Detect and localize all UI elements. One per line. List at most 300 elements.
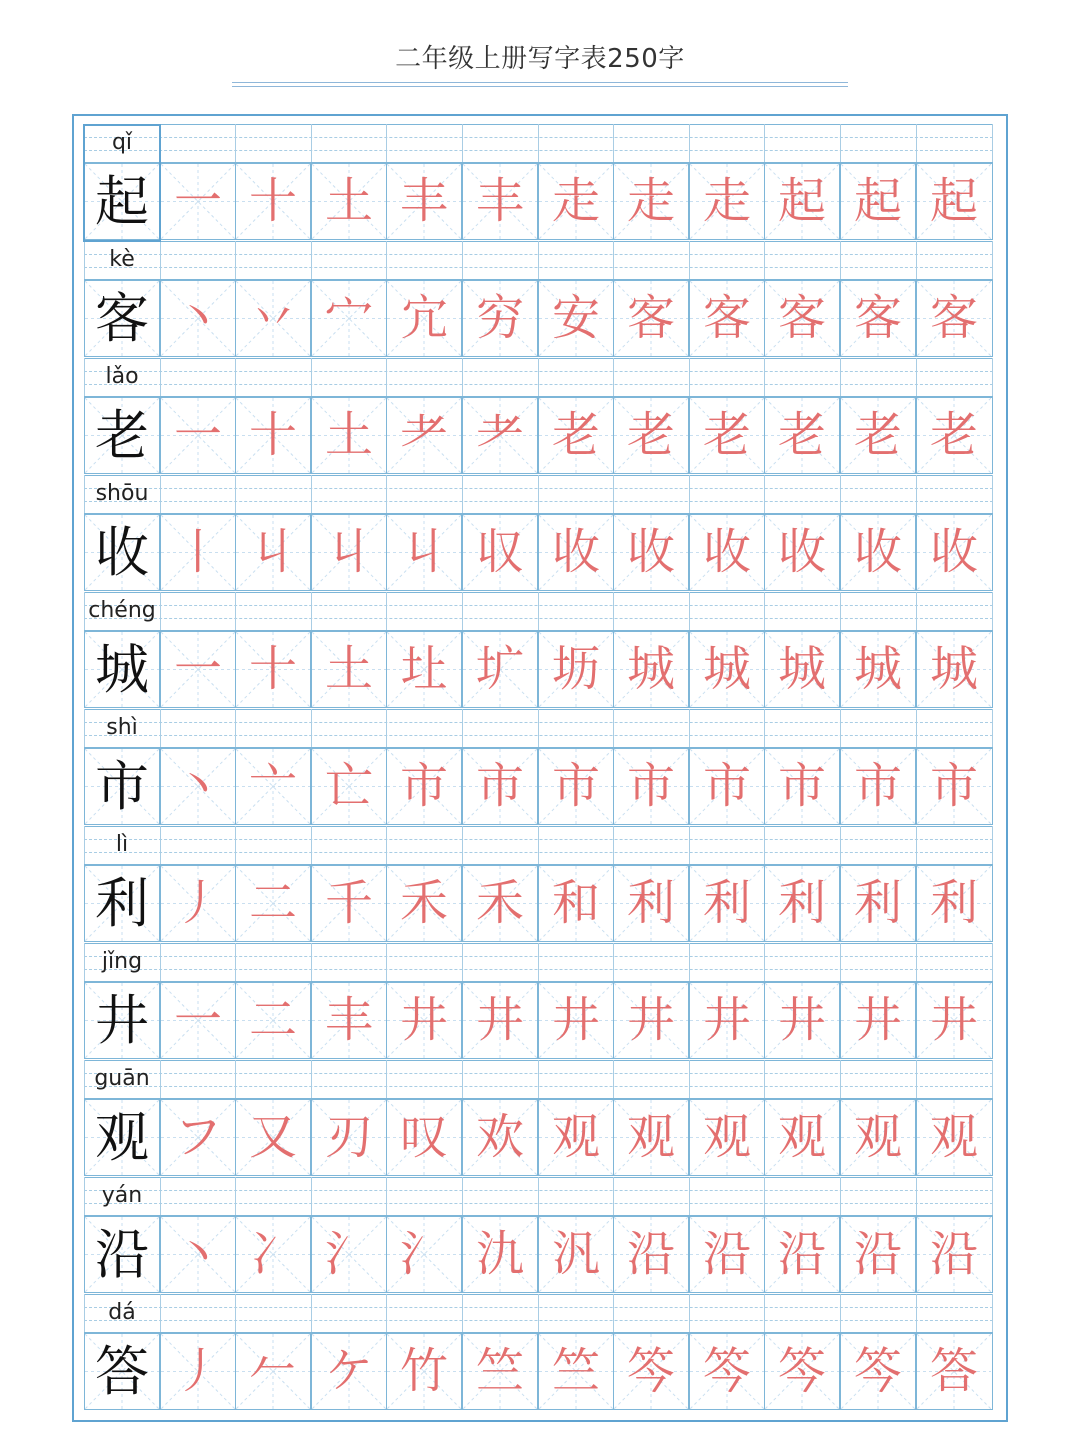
stroke-step-character: 老 <box>626 407 675 463</box>
stroke-order-cell <box>538 982 614 1059</box>
stroke-step-character: 圵 <box>399 641 448 697</box>
stroke-step-character: 十 <box>248 641 297 697</box>
stroke-step-character: 客 <box>626 290 675 346</box>
stroke-step-character: 客 <box>853 290 902 346</box>
model-character: 井 <box>95 989 149 1052</box>
stroke-order-cell <box>311 1216 387 1293</box>
stroke-order-cell <box>160 1333 236 1410</box>
pinyin-label: lǎo <box>105 364 139 389</box>
stroke-order-cell <box>840 514 916 591</box>
stroke-step-character: 老 <box>929 407 978 463</box>
stroke-order-cell <box>916 1099 993 1176</box>
stroke-step-character: 氿 <box>475 1226 524 1282</box>
stroke-order-cell <box>764 397 840 474</box>
stroke-step-character: 走 <box>626 173 675 229</box>
stroke-step-character: 笒 <box>626 1343 675 1399</box>
stroke-order-cell <box>613 865 689 942</box>
stroke-step-character: 土 <box>324 407 373 463</box>
stroke-order-cell <box>235 982 311 1059</box>
stroke-step-character: 収 <box>475 524 524 580</box>
stroke-order-cell <box>840 1099 916 1176</box>
stroke-order-cell <box>538 748 614 825</box>
model-character: 观 <box>95 1106 149 1169</box>
stroke-order-cell <box>160 514 236 591</box>
stroke-step-character: 老 <box>702 407 751 463</box>
stroke-order-cell <box>538 280 614 357</box>
title-underline-thin <box>232 86 848 87</box>
stroke-order-cell <box>689 1216 765 1293</box>
pinyin-lines <box>84 475 993 513</box>
pinyin-lines <box>84 358 993 396</box>
stroke-step-character: 客 <box>777 290 826 346</box>
stroke-order-cell <box>764 631 840 708</box>
stroke-order-cell <box>840 163 916 240</box>
character-row <box>84 475 993 592</box>
stroke-step-character: 叹 <box>399 1109 448 1165</box>
stroke-step-character: 市 <box>551 758 600 814</box>
character-row <box>84 358 993 475</box>
stroke-step-character: 起 <box>777 173 826 229</box>
stroke-order-cell <box>840 280 916 357</box>
stroke-step-character: 井 <box>777 992 826 1048</box>
character-row <box>84 943 993 1060</box>
stroke-order-cell <box>462 163 538 240</box>
stroke-step-character: 丰 <box>399 173 448 229</box>
stroke-step-character: 走 <box>551 173 600 229</box>
stroke-order-cell <box>311 280 387 357</box>
stroke-order-cell <box>311 865 387 942</box>
stroke-order-cell <box>613 748 689 825</box>
stroke-order-cell <box>613 514 689 591</box>
stroke-order-cell <box>386 982 462 1059</box>
stroke-order-cell <box>386 514 462 591</box>
title-underline <box>232 82 848 83</box>
stroke-step-character: 收 <box>702 524 751 580</box>
stroke-order-cell <box>916 748 993 825</box>
stroke-order-cell <box>462 1216 538 1293</box>
pinyin-lines <box>84 943 993 981</box>
stroke-order-cell <box>840 631 916 708</box>
page-title: 二年级上册写字表250字 <box>395 44 685 74</box>
pinyin-lines <box>84 1060 993 1098</box>
model-character-cell <box>84 1099 160 1176</box>
stroke-order-cell <box>764 280 840 357</box>
stroke-step-character: 刃 <box>324 1109 373 1165</box>
stroke-order-cell <box>462 631 538 708</box>
stroke-order-cell <box>538 163 614 240</box>
stroke-step-character: 丩 <box>248 524 297 580</box>
stroke-step-character: 宂 <box>399 290 448 346</box>
model-character-cell <box>84 514 160 591</box>
stroke-order-cell <box>462 865 538 942</box>
stroke-step-character: 市 <box>475 758 524 814</box>
pinyin-lines <box>84 709 993 747</box>
stroke-order-cell <box>689 748 765 825</box>
stroke-order-cell <box>764 865 840 942</box>
stroke-order-cell <box>689 514 765 591</box>
stroke-step-character: 一 <box>173 992 222 1048</box>
stroke-order-cell <box>235 280 311 357</box>
stroke-step-character: 丩 <box>324 524 373 580</box>
stroke-step-character: 坜 <box>551 641 600 697</box>
stroke-order-cell <box>689 631 765 708</box>
model-character-cell <box>84 397 160 474</box>
stroke-step-character: 沿 <box>777 1226 826 1282</box>
stroke-order-cell <box>764 1333 840 1410</box>
stroke-step-character: 城 <box>929 641 978 697</box>
stroke-order-cell <box>538 1099 614 1176</box>
stroke-order-cell <box>386 1216 462 1293</box>
stroke-step-character: 千 <box>324 875 373 931</box>
stroke-step-character: 欢 <box>475 1109 524 1165</box>
stroke-step-character: 笒 <box>702 1343 751 1399</box>
character-row <box>84 826 993 943</box>
pinyin-lines <box>84 241 993 279</box>
stroke-step-character: ケ <box>324 1343 373 1399</box>
stroke-step-character: 答 <box>929 1343 978 1399</box>
stroke-order-cell <box>311 163 387 240</box>
pinyin-label: qǐ <box>111 130 133 155</box>
stroke-order-cell <box>764 1099 840 1176</box>
stroke-order-cell <box>613 163 689 240</box>
pinyin-lines <box>84 1177 993 1215</box>
model-character: 市 <box>95 755 149 818</box>
stroke-order-cell <box>916 163 993 240</box>
stroke-order-cell <box>462 397 538 474</box>
model-character: 利 <box>95 872 149 935</box>
stroke-order-cell <box>462 748 538 825</box>
model-character-cell <box>84 982 160 1059</box>
stroke-order-cell <box>916 1216 993 1293</box>
stroke-step-character: 城 <box>702 641 751 697</box>
stroke-order-cell <box>386 748 462 825</box>
stroke-step-character: 观 <box>702 1109 751 1165</box>
stroke-order-cell <box>160 1216 236 1293</box>
character-row <box>84 1177 993 1294</box>
model-character: 起 <box>95 170 149 233</box>
stroke-order-cell <box>160 748 236 825</box>
stroke-order-cell <box>160 982 236 1059</box>
stroke-step-character: フ <box>173 1109 222 1165</box>
pinyin-lines <box>84 592 993 630</box>
stroke-order-cell <box>386 280 462 357</box>
stroke-step-character: 笒 <box>853 1343 902 1399</box>
stroke-step-character: 收 <box>853 524 902 580</box>
stroke-order-cell <box>613 280 689 357</box>
stroke-step-character: 宀 <box>324 290 373 346</box>
pinyin-label: shì <box>106 715 138 740</box>
character-row <box>84 709 993 826</box>
stroke-step-character: 一 <box>173 173 222 229</box>
stroke-order-cell <box>613 1216 689 1293</box>
stroke-step-character: 观 <box>853 1109 902 1165</box>
stroke-order-cell <box>235 1099 311 1176</box>
stroke-step-character: 丿 <box>173 875 222 931</box>
stroke-step-character: 井 <box>853 992 902 1048</box>
stroke-step-character: 丨 <box>173 524 222 580</box>
stroke-step-character: 城 <box>853 641 902 697</box>
stroke-order-cell <box>613 631 689 708</box>
stroke-order-cell <box>689 163 765 240</box>
stroke-step-character: 二 <box>248 992 297 1048</box>
stroke-order-cell <box>840 982 916 1059</box>
pinyin-lines <box>84 1294 993 1332</box>
stroke-step-character: 耂 <box>399 407 448 463</box>
stroke-step-character: 利 <box>853 875 902 931</box>
stroke-order-cell <box>235 514 311 591</box>
stroke-step-character: 老 <box>551 407 600 463</box>
stroke-step-character: 圹 <box>475 641 524 697</box>
pinyin-label: lì <box>115 832 129 857</box>
stroke-step-character: 老 <box>853 407 902 463</box>
stroke-order-cell <box>916 631 993 708</box>
model-character: 城 <box>95 638 149 701</box>
stroke-order-cell <box>311 397 387 474</box>
stroke-order-cell <box>764 748 840 825</box>
pinyin-lines <box>84 826 993 864</box>
pinyin-label: dá <box>108 1300 136 1325</box>
stroke-order-cell <box>764 514 840 591</box>
stroke-step-character: 井 <box>929 992 978 1048</box>
stroke-step-character: 起 <box>929 173 978 229</box>
stroke-order-cell <box>538 865 614 942</box>
stroke-order-cell <box>160 865 236 942</box>
stroke-step-character: 氵 <box>399 1226 448 1282</box>
stroke-step-character: 二 <box>248 875 297 931</box>
stroke-order-cell <box>916 514 993 591</box>
stroke-step-character: 利 <box>929 875 978 931</box>
pinyin-label: chéng <box>88 598 156 623</box>
stroke-step-character: 井 <box>475 992 524 1048</box>
stroke-order-cell <box>613 1099 689 1176</box>
model-character: 沿 <box>95 1223 149 1286</box>
model-character-cell <box>84 1216 160 1293</box>
stroke-step-character: 井 <box>702 992 751 1048</box>
character-row <box>84 241 993 358</box>
stroke-step-character: 收 <box>777 524 826 580</box>
stroke-order-cell <box>840 1333 916 1410</box>
stroke-order-cell <box>311 631 387 708</box>
stroke-order-cell <box>235 631 311 708</box>
model-character: 客 <box>95 287 149 350</box>
character-row <box>84 592 993 709</box>
stroke-step-character: 沿 <box>702 1226 751 1282</box>
stroke-step-character: 城 <box>777 641 826 697</box>
stroke-step-character: 竺 <box>475 1343 524 1399</box>
stroke-step-character: 沿 <box>853 1226 902 1282</box>
stroke-step-character: 丩 <box>399 524 448 580</box>
pinyin-label: shōu <box>95 481 149 506</box>
stroke-step-character: 客 <box>929 290 978 346</box>
stroke-step-character: 观 <box>777 1109 826 1165</box>
stroke-step-character: 冫 <box>248 1226 297 1282</box>
stroke-order-cell <box>311 748 387 825</box>
stroke-order-cell <box>235 397 311 474</box>
stroke-step-character: 土 <box>324 641 373 697</box>
model-character-cell <box>84 748 160 825</box>
stroke-step-character: 一 <box>173 407 222 463</box>
stroke-order-cell <box>916 397 993 474</box>
stroke-order-cell <box>235 163 311 240</box>
stroke-order-cell <box>538 397 614 474</box>
stroke-step-character: 笒 <box>777 1343 826 1399</box>
stroke-step-character: 客 <box>702 290 751 346</box>
character-row <box>84 1060 993 1177</box>
stroke-step-character: 耂 <box>475 407 524 463</box>
pinyin-label: yán <box>101 1183 143 1208</box>
stroke-step-character: 土 <box>324 173 373 229</box>
stroke-order-cell <box>764 163 840 240</box>
stroke-order-cell <box>462 1099 538 1176</box>
stroke-step-character: 市 <box>399 758 448 814</box>
stroke-order-cell <box>386 397 462 474</box>
model-character: 老 <box>95 404 149 467</box>
pinyin-label: jǐng <box>101 949 143 974</box>
model-character-cell <box>84 280 160 357</box>
stroke-step-character: 十 <box>248 173 297 229</box>
stroke-order-cell <box>386 1333 462 1410</box>
stroke-order-cell <box>235 1216 311 1293</box>
stroke-order-cell <box>235 1333 311 1410</box>
stroke-order-cell <box>613 397 689 474</box>
stroke-step-character: 市 <box>702 758 751 814</box>
stroke-order-cell <box>538 514 614 591</box>
stroke-order-cell <box>235 748 311 825</box>
stroke-order-cell <box>386 631 462 708</box>
character-row <box>84 1294 993 1411</box>
stroke-order-cell <box>613 1333 689 1410</box>
stroke-step-character: 观 <box>929 1109 978 1165</box>
stroke-step-character: 安 <box>551 290 600 346</box>
stroke-step-character: 丰 <box>475 173 524 229</box>
stroke-step-character: 丶 <box>173 1226 222 1282</box>
stroke-step-character: 丿 <box>173 1343 222 1399</box>
stroke-order-cell <box>462 982 538 1059</box>
stroke-step-character: 丷 <box>248 290 297 346</box>
pinyin-label: guān <box>94 1066 150 1091</box>
stroke-step-character: 市 <box>929 758 978 814</box>
stroke-step-character: 井 <box>626 992 675 1048</box>
model-character-cell <box>84 1333 160 1410</box>
stroke-step-character: 观 <box>626 1109 675 1165</box>
stroke-step-character: 𠂉 <box>248 1343 297 1399</box>
pinyin-lines <box>84 124 993 162</box>
stroke-order-cell <box>916 865 993 942</box>
stroke-order-cell <box>840 1216 916 1293</box>
stroke-order-cell <box>689 397 765 474</box>
stroke-order-cell <box>311 1333 387 1410</box>
stroke-step-character: 丰 <box>324 992 373 1048</box>
stroke-step-character: 一 <box>173 641 222 697</box>
stroke-order-cell <box>613 982 689 1059</box>
character-row <box>84 124 993 241</box>
stroke-step-character: 沿 <box>626 1226 675 1282</box>
stroke-order-cell <box>840 865 916 942</box>
stroke-step-character: 利 <box>777 875 826 931</box>
stroke-order-cell <box>538 1333 614 1410</box>
stroke-order-cell <box>160 397 236 474</box>
stroke-order-cell <box>689 865 765 942</box>
stroke-step-character: 禾 <box>475 875 524 931</box>
stroke-order-cell <box>235 865 311 942</box>
stroke-step-character: 汎 <box>551 1226 600 1282</box>
stroke-step-character: 丶 <box>173 290 222 346</box>
stroke-step-character: 收 <box>626 524 675 580</box>
stroke-step-character: 起 <box>853 173 902 229</box>
stroke-order-cell <box>689 280 765 357</box>
stroke-step-character: 禾 <box>399 875 448 931</box>
stroke-step-character: 丶 <box>173 758 222 814</box>
stroke-step-character: 收 <box>929 524 978 580</box>
stroke-order-cell <box>462 514 538 591</box>
stroke-order-cell <box>160 631 236 708</box>
stroke-step-character: 老 <box>777 407 826 463</box>
stroke-order-cell <box>764 1216 840 1293</box>
model-character-cell <box>84 631 160 708</box>
stroke-step-character: 井 <box>551 992 600 1048</box>
stroke-order-cell <box>916 1333 993 1410</box>
stroke-step-character: 走 <box>702 173 751 229</box>
stroke-order-cell <box>160 280 236 357</box>
stroke-order-cell <box>386 1099 462 1176</box>
stroke-step-character: 沿 <box>929 1226 978 1282</box>
model-character: 答 <box>95 1340 149 1403</box>
stroke-step-character: 市 <box>853 758 902 814</box>
stroke-order-cell <box>311 1099 387 1176</box>
stroke-order-cell <box>764 982 840 1059</box>
stroke-step-character: 市 <box>777 758 826 814</box>
stroke-step-character: 利 <box>702 875 751 931</box>
stroke-order-cell <box>462 280 538 357</box>
stroke-order-cell <box>689 1099 765 1176</box>
stroke-order-cell <box>386 163 462 240</box>
stroke-step-character: 竺 <box>551 1343 600 1399</box>
stroke-order-cell <box>462 1333 538 1410</box>
stroke-order-cell <box>840 748 916 825</box>
stroke-step-character: 亠 <box>248 758 297 814</box>
stroke-order-cell <box>916 280 993 357</box>
model-character-cell <box>84 163 160 240</box>
stroke-order-cell <box>311 982 387 1059</box>
stroke-step-character: 氵 <box>324 1226 373 1282</box>
stroke-step-character: 利 <box>626 875 675 931</box>
stroke-order-cell <box>160 1099 236 1176</box>
stroke-step-character: 十 <box>248 407 297 463</box>
stroke-order-cell <box>538 1216 614 1293</box>
stroke-order-cell <box>538 631 614 708</box>
stroke-step-character: 市 <box>626 758 675 814</box>
model-character-cell <box>84 865 160 942</box>
stroke-order-cell <box>311 514 387 591</box>
stroke-order-cell <box>689 982 765 1059</box>
stroke-step-character: 竹 <box>399 1343 448 1399</box>
stroke-step-character: 观 <box>551 1109 600 1165</box>
stroke-order-cell <box>160 163 236 240</box>
stroke-step-character: 穷 <box>475 290 524 346</box>
stroke-step-character: 城 <box>626 641 675 697</box>
stroke-step-character: 和 <box>551 875 600 931</box>
stroke-order-cell <box>386 865 462 942</box>
model-character: 收 <box>95 521 149 584</box>
stroke-order-cell <box>840 397 916 474</box>
stroke-step-character: 收 <box>551 524 600 580</box>
stroke-step-character: 亡 <box>324 758 373 814</box>
stroke-step-character: 又 <box>248 1109 297 1165</box>
stroke-order-cell <box>689 1333 765 1410</box>
pinyin-label: kè <box>109 247 135 272</box>
stroke-order-cell <box>916 982 993 1059</box>
stroke-step-character: 井 <box>399 992 448 1048</box>
